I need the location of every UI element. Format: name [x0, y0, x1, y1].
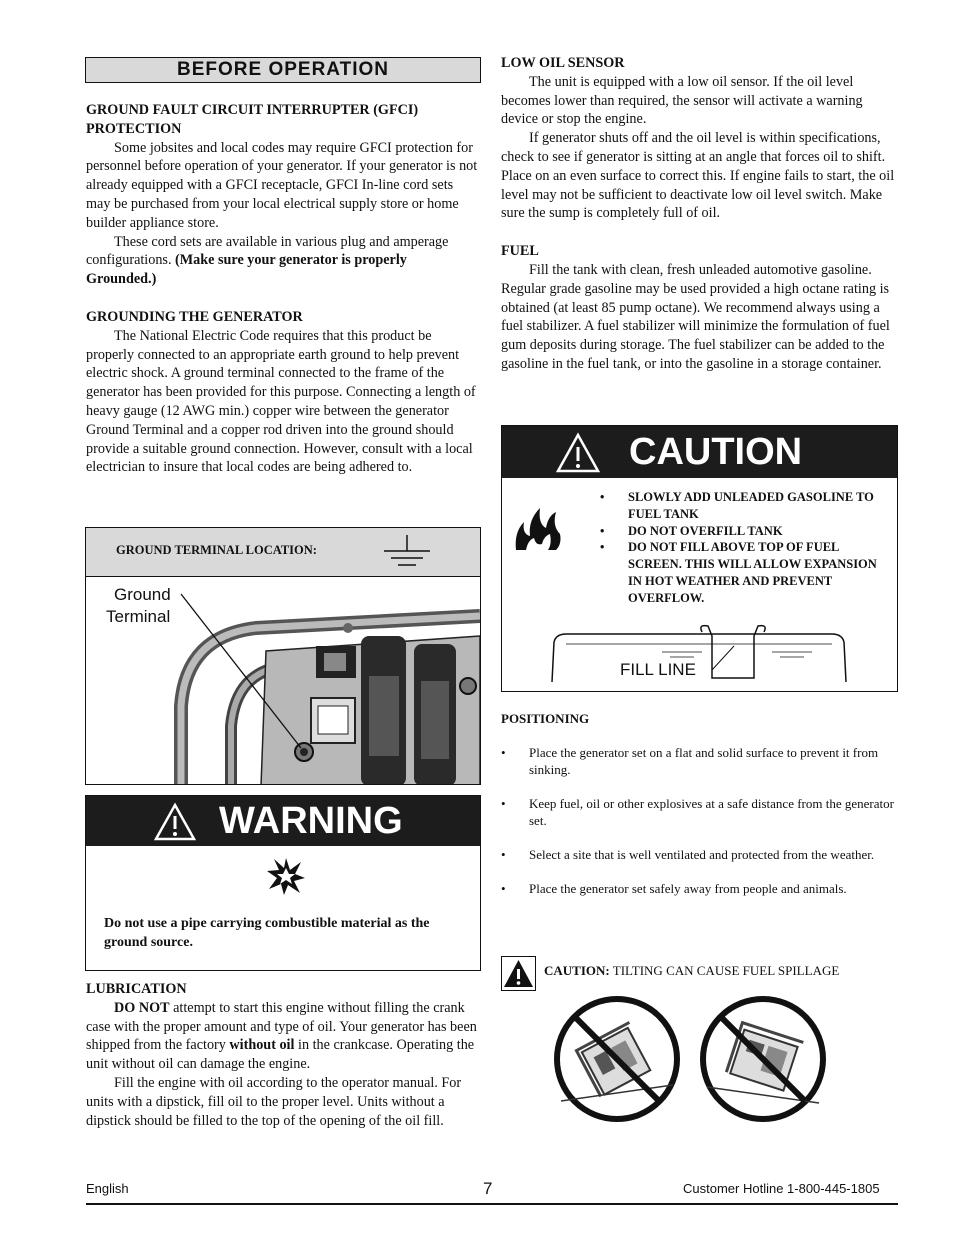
lubrication-paragraph-2: Fill the engine with oil according to the operator manual. For units with a dipstick, fill oil to the proper level. Units without a dipstick should be filled to the top of the opening of the oil fill.: [86, 1074, 462, 1129]
lubrication-section: [86, 980, 480, 1130]
positioning-list: [501, 744, 895, 897]
hazard-triangle-icon: [502, 957, 535, 990]
gfci-paragraph-1: Some jobsites and local codes may require GFCI protection for personnel before operation of your generator. If your generator is not already equipped with a GFCI receptacle, GFCI In-line cord sets may be purchased from your local electrical supply store or home builder appliance store.: [86, 139, 478, 231]
fire-icon: [512, 500, 564, 552]
tilt-caution-text: CAUTION: TILTING CAN CAUSE FUEL SPILLAGE: [544, 963, 840, 978]
caution-list: [600, 489, 890, 607]
caution-item: • DO NOT OVERFILL TANK: [600, 523, 890, 540]
fill-line-label: FILL LINE: [620, 660, 696, 679]
footer-language: English: [86, 1181, 129, 1196]
low-oil-paragraph-2: If generator shuts off and the oil level is within specifications, check to see if generator is sitting at an angle that forces oil to shift. Place on an even surface to correct this. If engine fails to start, the oil level may not be sufficient to deactivate low oil level switch. Make sure the sump is completely full of oil.: [501, 130, 895, 222]
fuel-tank-fill-line-diagram: [502, 622, 897, 692]
positioning-section: [501, 710, 895, 897]
left-column-text: [86, 101, 480, 477]
warning-box: [85, 795, 481, 971]
caution-box: [501, 425, 898, 692]
gfci-paragraph-2: These cord sets are available in various plug and amperage configurations. (Make sure your generator is properly Grounded.): [86, 233, 449, 288]
ground-figure-header: [86, 528, 480, 577]
fuel-paragraph: Fill the tank with clean, fresh unleaded automotive gasoline. Regular grade gasoline may be used provided a high octane rating is obtained (at least 85 pump octane). We recommend always using a fuel stabilizer. A fuel stabilizer will minimize the formulation of fuel gum deposits during storage. The fuel stabilizer can be added to the gasoline in the fuel tank, or into the gasoline in a storage container.: [501, 261, 890, 372]
footer-hotline: Customer Hotline 1-800-445-1805: [683, 1181, 880, 1196]
ground-figure-header-text: GROUND TERMINAL LOCATION:: [116, 543, 317, 557]
fuel-heading: FUEL: [501, 243, 539, 260]
positioning-heading: POSITIONING: [501, 711, 590, 726]
gfci-heading-1: GROUND FAULT CIRCUIT INTERRUPTER (GFCI): [86, 102, 419, 118]
grounding-paragraph: The National Electric Code requires that this product be properly connected to an appropriate earth ground to help prevent electric shock. A ground terminal connected to the frame of the generator has been provided for this purpose. Connecting a length of heavy gauge (12 AWG min.) copper wire between the generator Ground Terminal and a copper rod driven into the ground should provide a suitable ground connection. However, consult with a local electrician to insure that local codes are being adhered to.: [86, 327, 476, 476]
footer-rule: [86, 1203, 898, 1205]
warning-banner: [86, 796, 480, 846]
positioning-item: • Place the generator set safely away from people and animals.: [501, 880, 895, 897]
warning-title: WARNING: [219, 800, 403, 842]
no-tilt-left-icon: [551, 993, 683, 1125]
ground-symbol-icon: [382, 533, 432, 573]
footer-page-number: 7: [483, 1179, 493, 1198]
caution-banner: [502, 426, 897, 478]
tilt-caution-icon-box: [501, 956, 536, 991]
low-oil-heading: LOW OIL SENSOR: [501, 55, 625, 71]
ground-terminal-figure: [85, 527, 481, 785]
lubrication-heading: LUBRICATION: [86, 981, 187, 997]
ground-label-line-1: Ground: [114, 585, 171, 604]
caution-title: CAUTION: [629, 431, 803, 473]
warning-text: Do not use a pipe carrying combustible material as the ground source.: [104, 916, 430, 950]
low-oil-paragraph-1: The unit is equipped with a low oil sensor. If the oil level becomes lower than required, the sensor will activate a warning device or stop the engine.: [501, 73, 863, 128]
explosion-icon: [266, 856, 306, 896]
positioning-item: • Keep fuel, oil or other explosives at a safe distance from the generator set.: [501, 795, 895, 829]
caution-item: • DO NOT FILL ABOVE TOP OF FUEL SCREEN. THIS WILL ALLOW EXPANSION IN HOT WEATHER AND PREVENT OVERFLOW.: [600, 539, 890, 606]
right-column-text: [501, 54, 895, 374]
no-tilt-right-icon: [697, 993, 829, 1125]
positioning-item: • Select a site that is well ventilated and protected from the weather.: [501, 846, 895, 863]
lubrication-paragraph-1: DO NOT attempt to start this engine without filling the crank case with the proper amount and type of oil. Your generator has been shipped from the factory without oil in the crankcase. Operating the unit without oil can damage the engine.: [86, 999, 477, 1073]
caution-item: • SLOWLY ADD UNLEADED GASOLINE TO FUEL TANK: [600, 489, 890, 523]
section-title: BEFORE OPERATION: [85, 57, 481, 83]
positioning-item: • Place the generator set on a flat and solid surface to prevent it from sinking.: [501, 744, 895, 778]
caution-triangle-icon: [555, 432, 601, 474]
warning-triangle-icon: [153, 802, 197, 842]
generator-panel-illustration: [86, 576, 480, 785]
ground-label-line-2: Terminal: [106, 607, 171, 626]
grounding-heading: GROUNDING THE GENERATOR: [86, 308, 303, 325]
gfci-heading-2: PROTECTION: [86, 120, 182, 137]
